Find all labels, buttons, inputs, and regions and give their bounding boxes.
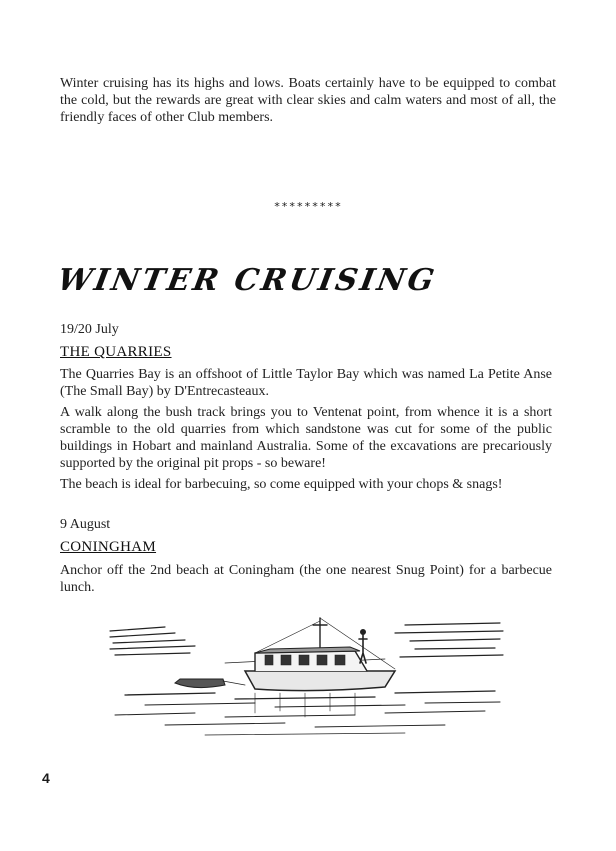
entry-paragraph: The beach is ideal for barbecuing, so come equipped with your chops & snags! (60, 477, 503, 492)
page-number: 4 (42, 770, 50, 786)
entry-paragraph: A walk along the bush track brings you to Ventenat point, from whence it is a short scramble to the old quarries from which sandstone was cut for some of the public buildings in Hobart and mainland Australia. Some of the excavations are precariously supported by the original pit props - so beware! (60, 405, 552, 471)
entry-heading-quarries: THE QUARRIES (60, 344, 172, 360)
entry-paragraph: Anchor off the 2nd beach at Coningham (the one nearest Snug Point) for a barbecue lunch. (60, 563, 552, 595)
entry-paragraph: The Quarries Bay is an offshoot of Little Taylor Bay which was named La Petite Anse (The Small Bay) by D'Entrecasteaux. (60, 367, 552, 399)
entry-date-coningham: 9 August (60, 517, 111, 532)
entry-date-quarries: 19/20 July (60, 322, 119, 337)
entry-body-quarries (60, 366, 552, 497)
section-separator: ********* (273, 200, 343, 213)
intro-paragraph: Winter cruising has its highs and lows. Boats certainly have to be equipped to combat the cold, but the rewards are great with clear skies and calm waters and most of all, the friendly faces of other Club members. (60, 76, 556, 125)
boat-illustration (105, 613, 505, 743)
page-title: WINTER CRUISING (54, 263, 440, 298)
entry-body-coningham (60, 562, 552, 600)
entry-heading-coningham: CONINGHAM (60, 539, 157, 555)
